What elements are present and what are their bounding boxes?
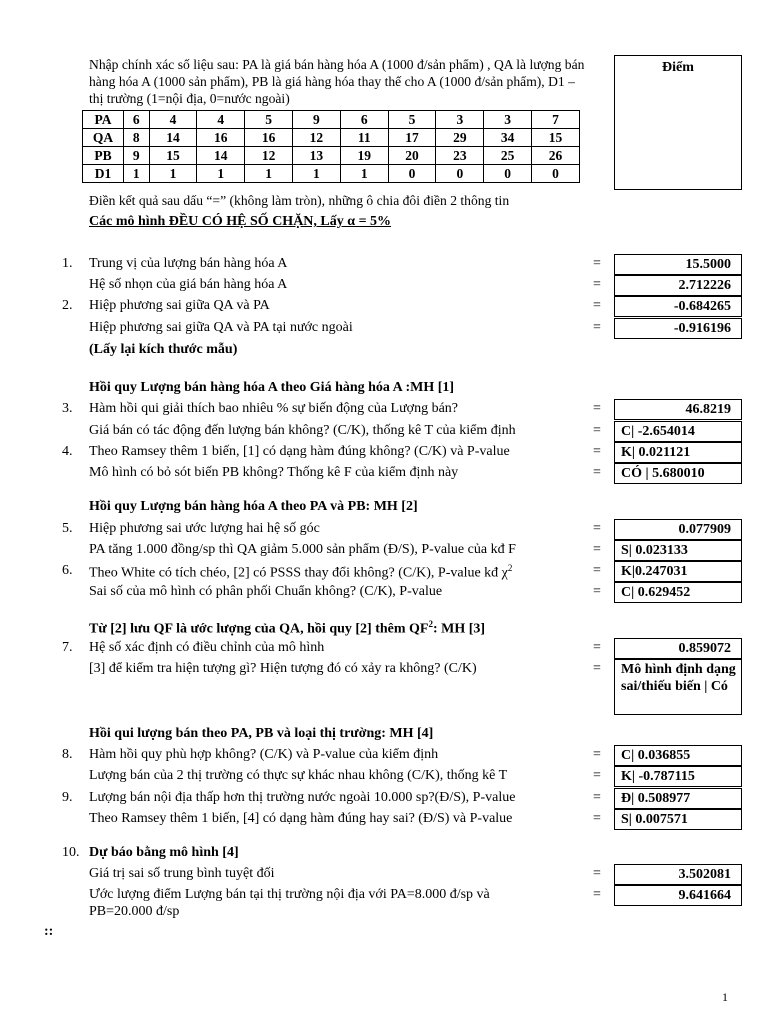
section-heading-mh1: Hồi quy Lượng bán hàng hóa A theo Giá hàng hóa A :MH [1]: [89, 380, 455, 395]
equals-sign: =: [593, 401, 601, 416]
question-number: 4.: [62, 444, 73, 459]
table-cell: 14: [197, 147, 245, 165]
question-text: Theo Ramsey thêm 1 biến, [1] có dạng hàm đúng không? (C/K) và P-value: [89, 444, 510, 459]
equals-sign: =: [593, 277, 601, 292]
answer-box[interactable]: -0.684265: [614, 296, 742, 317]
heading-mh3-end: : MH [3]: [433, 621, 486, 637]
table-cell: 17: [388, 129, 436, 147]
table-cell: 8: [124, 129, 150, 147]
heading-mh3-text: Từ [2] lưu QF là ước lượng của QA, hồi quy [2] thêm QF: [89, 621, 429, 637]
table-row: [83, 129, 580, 147]
question-row: [0, 584, 768, 605]
question-row: [0, 401, 768, 422]
question-number: 3.: [62, 401, 73, 416]
question-text-main: Theo White có tích chéo, [2] có PSSS thay đổi không? (C/K), P-value kđ χ: [89, 565, 508, 581]
table-cell: 0: [484, 165, 532, 183]
table-cell: 13: [292, 147, 340, 165]
table-cell: 12: [292, 129, 340, 147]
question-row: [0, 465, 768, 486]
equals-sign: =: [593, 465, 601, 480]
table-cell: 3: [436, 111, 484, 129]
sample-size-note: (Lấy lại kích thước mẫu): [89, 342, 238, 357]
equals-sign: =: [593, 298, 601, 313]
question-text: Trung vị của lượng bán hàng hóa A: [89, 256, 288, 271]
question-text: Hàm hồi quy phù hợp không? (C/K) và P-value của kiểm định: [89, 747, 439, 762]
question-text: Sai số của mô hình có phân phối Chuẩn không? (C/K), P-value: [89, 584, 443, 599]
question-row: [0, 887, 768, 919]
equals-sign: =: [593, 521, 601, 536]
equals-sign: =: [593, 584, 601, 599]
question-row: [0, 444, 768, 465]
equals-sign: =: [593, 661, 601, 676]
question-row: [0, 521, 768, 542]
answer-box[interactable]: 3.502081: [614, 864, 742, 885]
question-text-line2: PB=20.000 đ/sp: [89, 904, 180, 919]
equals-sign: =: [593, 542, 601, 557]
intro-text: Nhập chính xác số liệu sau: PA là giá bán hàng hóa A (1000 đ/sản phẩm) , QA là lượng bán hàng hóa A (1000 sản phẩm), PB là giá hàng hóa thay thế cho A (1000 đ/sản phẩm), D1 – thị trường (1=nội địa, 0=nước ngoài): [89, 57, 585, 106]
question-row: [0, 298, 768, 319]
section-heading-mh2: Hồi quy Lượng bán hàng hóa A theo PA và PB: MH [2]: [89, 499, 418, 514]
equals-sign: =: [593, 256, 601, 271]
question-row: [0, 256, 768, 277]
question-text: Hệ số nhọn của giá bán hàng hóa A: [89, 277, 288, 292]
answer-box[interactable]: C| -2.654014: [614, 421, 742, 442]
table-cell: 15: [149, 147, 197, 165]
table-cell: 1: [245, 165, 293, 183]
equals-sign: =: [593, 320, 601, 335]
answer-box[interactable]: 9.641664: [614, 885, 742, 906]
question-row: [0, 768, 768, 789]
score-box: [614, 55, 742, 190]
equals-sign: =: [593, 563, 601, 578]
table-cell: 7: [532, 111, 580, 129]
question-row: [0, 423, 768, 444]
question-text-line1: Ước lượng điểm Lượng bán tại thị trường nội địa với PA=8.000 đ/sp và: [89, 887, 490, 902]
equals-sign: =: [593, 444, 601, 459]
page-number: 1: [722, 990, 728, 1004]
answer-box[interactable]: 0.077909: [614, 519, 742, 540]
question-number: 7.: [62, 640, 73, 655]
row-header-cell: PB: [83, 147, 124, 165]
row-header-cell: QA: [83, 129, 124, 147]
trailing-colons: ::: [44, 924, 54, 939]
table-row: [83, 111, 580, 129]
question-text: Giá bán có tác động đến lượng bán không? (C/K), thống kê T của kiểm định: [89, 423, 516, 438]
table-row: [83, 147, 580, 165]
table-cell: 5: [388, 111, 436, 129]
instruction-note: Điền kết quả sau dấu “=” (không làm tròn), những ô chia đôi điền 2 thông tin: [89, 193, 510, 208]
question-row: [0, 542, 768, 563]
question-text: Hiệp phương sai giữa QA và PA tại nước ngoài: [89, 320, 353, 335]
table-cell: 12: [245, 147, 293, 165]
table-cell: 20: [388, 147, 436, 165]
question-text: PA tăng 1.000 đồng/sp thì QA giảm 5.000 sản phẩm (Đ/S), P-value của kđ F: [89, 542, 516, 557]
answer-box[interactable]: K| -0.787115: [614, 766, 742, 787]
question-row: [0, 640, 768, 661]
answer-box[interactable]: 15.5000: [614, 254, 742, 275]
question-number: 2.: [62, 298, 73, 313]
table-cell: 9: [124, 147, 150, 165]
table-cell: 0: [388, 165, 436, 183]
question-text: Hàm hồi qui giải thích bao nhiêu % sự biến động của Lượng bán?: [89, 401, 458, 416]
section-heading-mh3: [89, 619, 485, 638]
table-cell: 26: [532, 147, 580, 165]
table-cell: 11: [340, 129, 388, 147]
table-cell: 1: [292, 165, 340, 183]
question-row: [0, 277, 768, 298]
answer-box[interactable]: 2.712226: [614, 275, 742, 296]
row-header-cell: D1: [83, 165, 124, 183]
question-row: [0, 845, 768, 866]
answer-box[interactable]: 0.859072: [614, 638, 742, 659]
table-cell: 9: [292, 111, 340, 129]
table-cell: 3: [484, 111, 532, 129]
question-row: [0, 790, 768, 811]
answer-box[interactable]: Mô hình định dạng sai/thiếu biến | Có: [614, 659, 742, 715]
answer-box[interactable]: C| 0.629452: [614, 582, 742, 603]
equals-sign: =: [593, 790, 601, 805]
data-table: [82, 110, 580, 183]
table-cell: 1: [124, 165, 150, 183]
question-row: [0, 661, 768, 694]
row-header-cell: PA: [83, 111, 124, 129]
question-text: Hiệp phương sai ước lượng hai hệ số góc: [89, 521, 320, 536]
equals-sign: =: [593, 887, 601, 902]
question-number: 9.: [62, 790, 73, 805]
question-row: [0, 811, 768, 832]
question-number: 1.: [62, 256, 73, 271]
question-text: Hệ số xác định có điều chỉnh của mô hình: [89, 640, 325, 655]
table-cell: 14: [149, 129, 197, 147]
equals-sign: =: [593, 747, 601, 762]
table-cell: 1: [149, 165, 197, 183]
answer-box[interactable]: -0.916196: [614, 318, 742, 339]
table-cell: 6: [340, 111, 388, 129]
table-cell: 6: [124, 111, 150, 129]
table-cell: 16: [245, 129, 293, 147]
equals-sign: =: [593, 423, 601, 438]
section-heading-general: Các mô hình ĐỀU CÓ HỆ SỐ CHẶN, Lấy α = 5%: [89, 214, 392, 229]
answer-box[interactable]: K|0.247031: [614, 561, 742, 582]
table-cell: 5: [245, 111, 293, 129]
question-number: 10.: [62, 845, 80, 860]
question-text: Mô hình có bỏ sót biến PB không? Thống kê F của kiểm định này: [89, 465, 459, 480]
question-row: [0, 747, 768, 768]
question-text: Lượng bán của 2 thị trường có thực sự khác nhau không (C/K), thống kê T: [89, 768, 508, 783]
table-cell: 25: [484, 147, 532, 165]
question-row: [0, 563, 768, 584]
answer-box[interactable]: Đ| 0.508977: [614, 788, 742, 809]
section-heading-mh4: Hồi qui lượng bán theo PA, PB và loại thị trường: MH [4]: [89, 726, 434, 741]
table-cell: 34: [484, 129, 532, 147]
question-row: [0, 866, 768, 887]
answer-box[interactable]: K| 0.021121: [614, 442, 742, 463]
table-cell: 19: [340, 147, 388, 165]
answer-box[interactable]: CÓ | 5.680010: [614, 463, 742, 484]
chi-square-superscript: 2: [507, 563, 513, 573]
answer-box[interactable]: C| 0.036855: [614, 745, 742, 766]
question-text: Dự báo bằng mô hình [4]: [89, 845, 239, 860]
equals-sign: =: [593, 640, 601, 655]
question-text: Lượng bán nội địa thấp hơn thị trường nước ngoài 10.000 sp?(Đ/S), P-value: [89, 790, 516, 805]
question-text: [89, 563, 589, 582]
question-text: [3] để kiểm tra hiện tượng gì? Hiện tượng đó có xảy ra không? (C/K): [89, 661, 477, 676]
answer-box[interactable]: 46.8219: [614, 399, 742, 420]
table-cell: 4: [149, 111, 197, 129]
table-cell: 29: [436, 129, 484, 147]
equals-sign: =: [593, 768, 601, 783]
table-cell: 15: [532, 129, 580, 147]
heading-mh3-superscript: 2: [428, 619, 433, 629]
answer-box[interactable]: S| 0.007571: [614, 809, 742, 830]
table-cell: 0: [532, 165, 580, 183]
table-cell: 1: [197, 165, 245, 183]
question-number: 8.: [62, 747, 73, 762]
question-number: 6.: [62, 563, 73, 578]
question-text: Giá trị sai số trung bình tuyệt đối: [89, 866, 275, 881]
question-text: Theo Ramsey thêm 1 biến, [4] có dạng hàm đúng hay sai? (Đ/S) và P-value: [89, 811, 513, 826]
equals-sign: =: [593, 866, 601, 881]
equals-sign: =: [593, 811, 601, 826]
table-cell: 23: [436, 147, 484, 165]
table-row: [83, 165, 580, 183]
question-row: [0, 320, 768, 341]
table-cell: 16: [197, 129, 245, 147]
score-label: Điểm: [662, 60, 694, 75]
question-text: Hiệp phương sai giữa QA và PA: [89, 298, 270, 313]
table-cell: 4: [197, 111, 245, 129]
answer-box[interactable]: S| 0.023133: [614, 540, 742, 561]
table-cell: 0: [436, 165, 484, 183]
question-number: 5.: [62, 521, 73, 536]
table-cell: 1: [340, 165, 388, 183]
